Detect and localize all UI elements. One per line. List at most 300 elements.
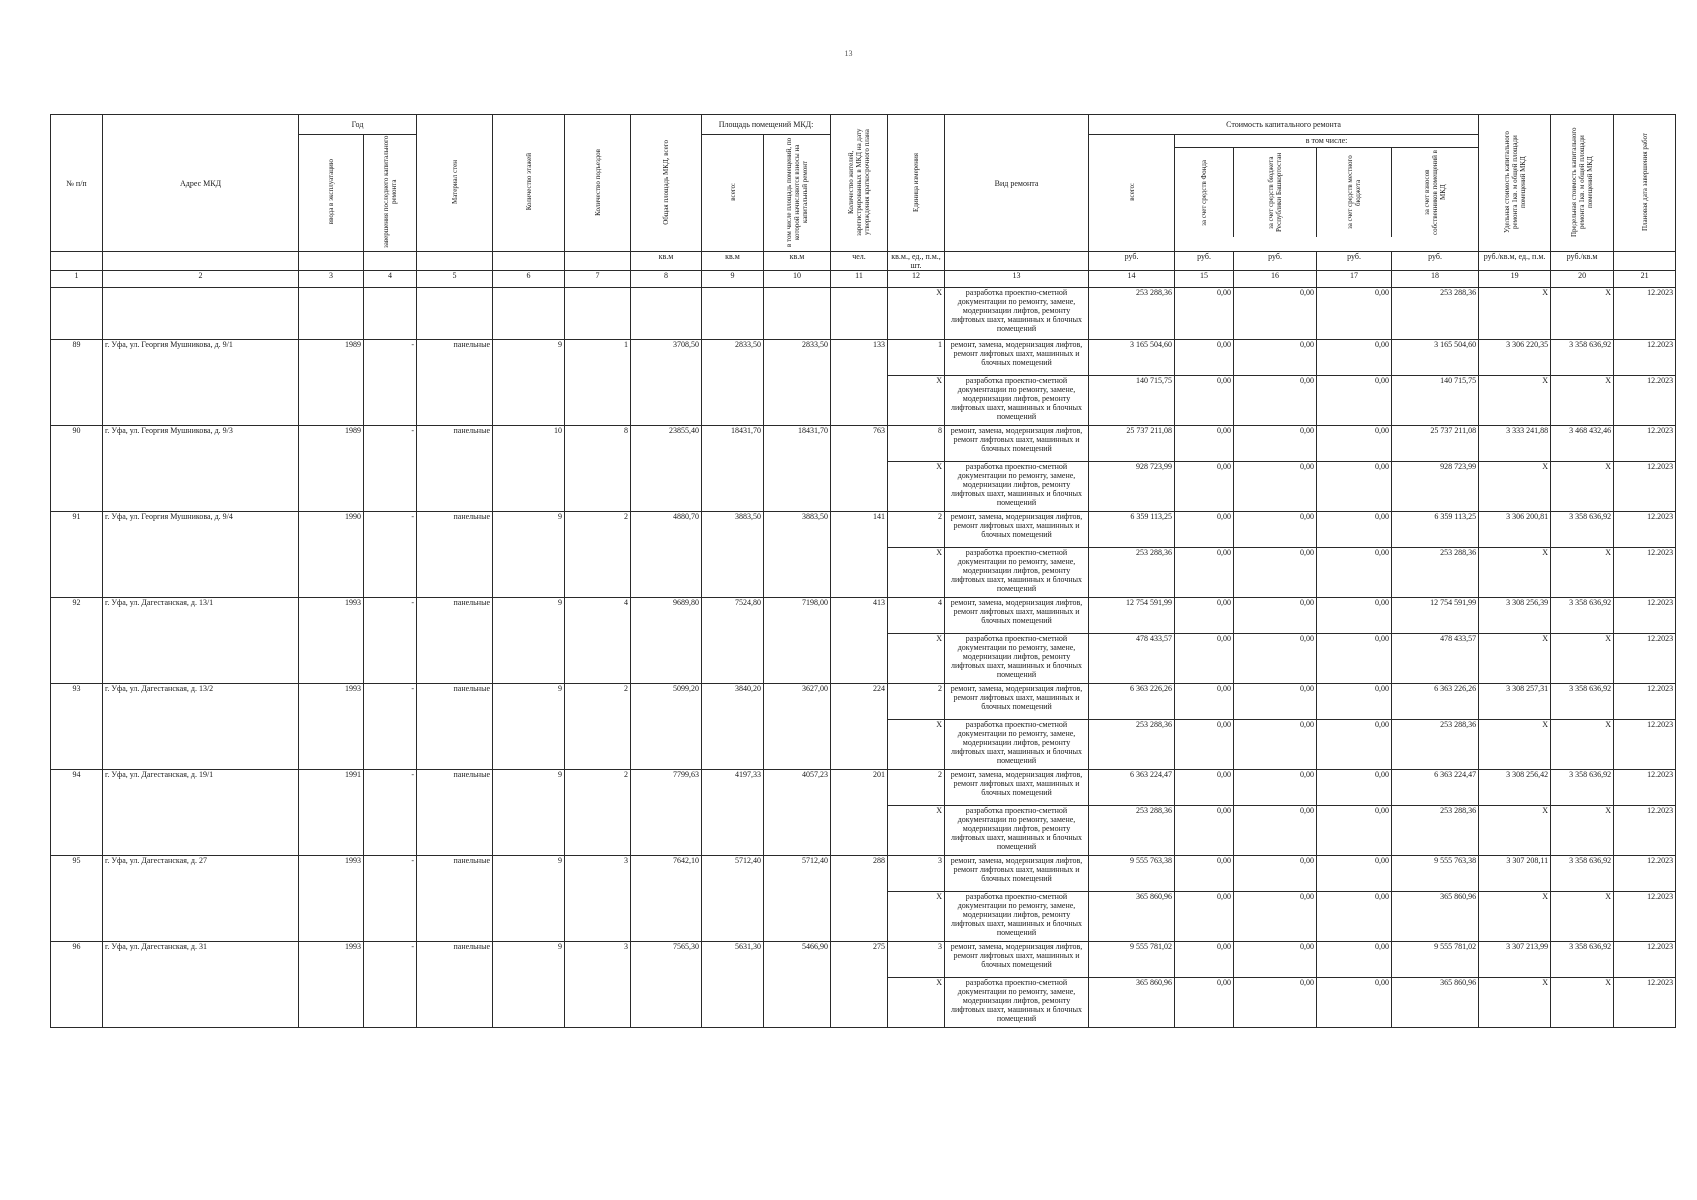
column-number-8: 8	[631, 271, 702, 288]
unit-cell-20: руб./кв.м	[1551, 252, 1614, 271]
cost-owners: 253 288,36	[1392, 806, 1479, 856]
work-type: ремонт, замена, модернизация лифтов, ремонт лифтовых шахт, машинных и блочных помещений	[945, 856, 1089, 892]
column-number-11: 11	[831, 271, 888, 288]
repair-plan-table	[50, 114, 1676, 1028]
header-cost-total: всего:	[1089, 135, 1175, 252]
residents: 288	[831, 856, 888, 942]
specific-cost: X	[1479, 288, 1551, 340]
header-no: № п/п	[51, 115, 103, 252]
year-repair: -	[364, 770, 417, 856]
year-built: 1991	[299, 770, 364, 856]
work-type: разработка проектно-сметной документации по ремонту, замене, модернизации лифтов, ремонту лифтовых шахт, машинных и блочных помещений	[945, 892, 1089, 942]
cost-total: 253 288,36	[1089, 806, 1175, 856]
year-built: 1990	[299, 512, 364, 598]
total-area: 7799,63	[631, 770, 702, 856]
area-all: 3883,50	[702, 512, 764, 598]
empty-cell	[764, 288, 831, 340]
unit-cell-13	[945, 252, 1089, 271]
column-number-14: 14	[1089, 271, 1175, 288]
cost-fund: 0,00	[1175, 376, 1234, 426]
cost-fund: 0,00	[1175, 340, 1234, 376]
unit-value: X	[888, 634, 945, 684]
cost-owners: 253 288,36	[1392, 720, 1479, 770]
cost-fund: 0,00	[1175, 684, 1234, 720]
total-area: 5099,20	[631, 684, 702, 770]
year-repair: -	[364, 856, 417, 942]
entrances: 8	[565, 426, 631, 512]
cost-local-budget: 0,00	[1317, 512, 1392, 548]
unit-value: X	[888, 376, 945, 426]
area-all: 5712,40	[702, 856, 764, 942]
specific-cost: 3 308 257,31	[1479, 684, 1551, 720]
unit-value: 2	[888, 770, 945, 806]
wall-material: панельные	[417, 426, 493, 512]
limit-cost: 3 358 636,92	[1551, 598, 1614, 634]
cost-rb-budget: 0,00	[1234, 942, 1317, 978]
cost-local-budget: 0,00	[1317, 942, 1392, 978]
specific-cost: X	[1479, 548, 1551, 598]
cost-local-budget: 0,00	[1317, 770, 1392, 806]
cost-owners: 928 723,99	[1392, 462, 1479, 512]
cost-total: 9 555 781,02	[1089, 942, 1175, 978]
header-owners: за счет взносов собственников помещений в МКД	[1423, 150, 1448, 235]
header-rb-budget: за счет средств бюджета Республики Башкортостан	[1234, 148, 1317, 237]
cost-total: 253 288,36	[1089, 548, 1175, 598]
cost-owners: 253 288,36	[1392, 548, 1479, 598]
unit-value: 3	[888, 942, 945, 978]
completion-date: 12.2023	[1614, 770, 1676, 806]
header-floors: Количество этажей	[493, 115, 565, 252]
cost-owners: 6 359 113,25	[1392, 512, 1479, 548]
cost-rb-budget: 0,00	[1234, 684, 1317, 720]
column-number-18: 18	[1392, 271, 1479, 288]
cost-rb-budget: 0,00	[1234, 720, 1317, 770]
cost-local-budget: 0,00	[1317, 376, 1392, 426]
column-number-17: 17	[1317, 271, 1392, 288]
unit-value: 2	[888, 512, 945, 548]
work-type: разработка проектно-сметной документации по ремонту, замене, модернизации лифтов, ремонту лифтовых шахт, машинных и блочных помещений	[945, 978, 1089, 1028]
unit-cell-21	[1614, 252, 1676, 271]
total-area: 23855,40	[631, 426, 702, 512]
address: г. Уфа, ул. Георгия Мушникова, д. 9/3	[103, 426, 299, 512]
cost-owners: 478 433,57	[1392, 634, 1479, 684]
limit-cost: X	[1551, 978, 1614, 1028]
cost-total: 9 555 763,38	[1089, 856, 1175, 892]
table-row	[51, 770, 1676, 806]
empty-cell	[493, 288, 565, 340]
floors: 9	[493, 598, 565, 684]
work-type: ремонт, замена, модернизация лифтов, ремонт лифтовых шахт, машинных и блочных помещений	[945, 942, 1089, 978]
unit-cell-10: кв.м	[764, 252, 831, 271]
total-area: 9689,80	[631, 598, 702, 684]
year-repair: -	[364, 942, 417, 1028]
unit-cell-4	[364, 252, 417, 271]
specific-cost: 3 306 200,81	[1479, 512, 1551, 548]
year-repair: -	[364, 426, 417, 512]
unit-cell-9: кв.м	[702, 252, 764, 271]
cost-fund: 0,00	[1175, 720, 1234, 770]
cost-local-budget: 0,00	[1317, 426, 1392, 462]
header-fund: за счет средств Фонда	[1175, 148, 1234, 237]
address: г. Уфа, ул. Дагестанская, д. 13/1	[103, 598, 299, 684]
cost-local-budget: 0,00	[1317, 634, 1392, 684]
area-all: 7524,80	[702, 598, 764, 684]
unit-value: 2	[888, 684, 945, 720]
header-address: Адрес МКД	[103, 115, 299, 252]
specific-cost: X	[1479, 892, 1551, 942]
specific-cost: X	[1479, 720, 1551, 770]
cost-local-budget: 0,00	[1317, 340, 1392, 376]
header-area-fee: в том числе площадь помещений, по которой начисляются взносы на капитальный ремонт	[764, 135, 831, 252]
cost-owners: 365 860,96	[1392, 978, 1479, 1028]
year-repair: -	[364, 512, 417, 598]
completion-date: 12.2023	[1614, 720, 1676, 770]
completion-date: 12.2023	[1614, 598, 1676, 634]
specific-cost: 3 307 208,11	[1479, 856, 1551, 892]
residents: 275	[831, 942, 888, 1028]
cost-rb-budget: 0,00	[1234, 340, 1317, 376]
work-type: разработка проектно-сметной документации по ремонту, замене, модернизации лифтов, ремонту лифтовых шахт, машинных и блочных помещений	[945, 806, 1089, 856]
cost-owners: 9 555 781,02	[1392, 942, 1479, 978]
unit-cell-19: руб./кв.м, ед., п.м.	[1479, 252, 1551, 271]
cost-local-budget: 0,00	[1317, 462, 1392, 512]
work-type: разработка проектно-сметной документации по ремонту, замене, модернизации лифтов, ремонту лифтовых шахт, машинных и блочных помещений	[945, 720, 1089, 770]
year-built: 1993	[299, 856, 364, 942]
address: г. Уфа, ул. Дагестанская, д. 13/2	[103, 684, 299, 770]
completion-date: 12.2023	[1614, 634, 1676, 684]
table-row	[51, 598, 1676, 634]
completion-date: 12.2023	[1614, 548, 1676, 598]
header-work-type: Вид ремонта	[945, 115, 1089, 252]
unit-value: X	[888, 288, 945, 340]
cost-rb-budget: 0,00	[1234, 288, 1317, 340]
limit-cost: X	[1551, 288, 1614, 340]
cost-local-budget: 0,00	[1317, 806, 1392, 856]
cost-total: 140 715,75	[1089, 376, 1175, 426]
empty-cell	[702, 288, 764, 340]
empty-cell	[364, 288, 417, 340]
completion-date: 12.2023	[1614, 942, 1676, 978]
row-number: 90	[51, 426, 103, 512]
cost-local-budget: 0,00	[1317, 288, 1392, 340]
area-all: 18431,70	[702, 426, 764, 512]
limit-cost: X	[1551, 548, 1614, 598]
completion-date: 12.2023	[1614, 512, 1676, 548]
completion-date: 12.2023	[1614, 806, 1676, 856]
cost-local-budget: 0,00	[1317, 978, 1392, 1028]
cost-fund: 0,00	[1175, 634, 1234, 684]
unit-cell-18: руб.	[1392, 252, 1479, 271]
completion-date: 12.2023	[1614, 892, 1676, 942]
year-built: 1989	[299, 340, 364, 426]
cost-rb-budget: 0,00	[1234, 770, 1317, 806]
column-number-10: 10	[764, 271, 831, 288]
row-number: 94	[51, 770, 103, 856]
unit-cell-7	[565, 252, 631, 271]
unit-value: 8	[888, 426, 945, 462]
header-year-built: ввода в эксплуатацию	[299, 135, 364, 252]
completion-date: 12.2023	[1614, 856, 1676, 892]
residents: 413	[831, 598, 888, 684]
address: г. Уфа, ул. Георгия Мушникова, д. 9/4	[103, 512, 299, 598]
header-year-repair: завершения последнего капитального ремонта	[364, 135, 417, 252]
column-numbers-row	[51, 271, 1676, 288]
completion-date: 12.2023	[1614, 288, 1676, 340]
completion-date: 12.2023	[1614, 376, 1676, 426]
entrances: 3	[565, 856, 631, 942]
entrances: 3	[565, 942, 631, 1028]
cost-fund: 0,00	[1175, 856, 1234, 892]
unit-cell-2	[103, 252, 299, 271]
cost-owners: 25 737 211,08	[1392, 426, 1479, 462]
cost-fund: 0,00	[1175, 288, 1234, 340]
area-fee: 5466,90	[764, 942, 831, 1028]
address: г. Уфа, ул. Дагестанская, д. 19/1	[103, 770, 299, 856]
work-type: ремонт, замена, модернизация лифтов, ремонт лифтовых шахт, машинных и блочных помещений	[945, 426, 1089, 462]
wall-material: панельные	[417, 942, 493, 1028]
cost-fund: 0,00	[1175, 548, 1234, 598]
cost-rb-budget: 0,00	[1234, 376, 1317, 426]
total-area: 7642,10	[631, 856, 702, 942]
table-header	[51, 115, 1676, 288]
column-number-21: 21	[1614, 271, 1676, 288]
cost-owners: 253 288,36	[1392, 288, 1479, 340]
floors: 9	[493, 340, 565, 426]
page-number: 13	[844, 49, 853, 58]
cost-fund: 0,00	[1175, 512, 1234, 548]
cost-local-budget: 0,00	[1317, 720, 1392, 770]
cost-owners: 12 754 591,99	[1392, 598, 1479, 634]
column-number-20: 20	[1551, 271, 1614, 288]
unit-value: X	[888, 892, 945, 942]
cost-total: 12 754 591,99	[1089, 598, 1175, 634]
work-type: ремонт, замена, модернизация лифтов, ремонт лифтовых шахт, машинных и блочных помещений	[945, 598, 1089, 634]
table-row	[51, 340, 1676, 376]
area-fee: 3883,50	[764, 512, 831, 598]
empty-cell	[51, 288, 103, 340]
work-type: ремонт, замена, модернизация лифтов, ремонт лифтовых шахт, машинных и блочных помещений	[945, 512, 1089, 548]
specific-cost: X	[1479, 806, 1551, 856]
column-number-16: 16	[1234, 271, 1317, 288]
header-local-budget: за счет средств местного бюджета	[1317, 148, 1392, 237]
wall-material: панельные	[417, 856, 493, 942]
cost-local-budget: 0,00	[1317, 684, 1392, 720]
header-area-group: Площадь помещений МКД:	[702, 115, 831, 135]
limit-cost: X	[1551, 376, 1614, 426]
residents: 763	[831, 426, 888, 512]
header-entrances: Количество подъездов	[565, 115, 631, 252]
limit-cost: 3 358 636,92	[1551, 340, 1614, 376]
header-limit-cost: Предельная стоимость капитального ремонта 1кв. м общей площади помещений МКД	[1551, 115, 1614, 252]
column-number-13: 13	[945, 271, 1089, 288]
cost-fund: 0,00	[1175, 806, 1234, 856]
floors: 9	[493, 770, 565, 856]
cost-fund: 0,00	[1175, 942, 1234, 978]
cost-total: 6 363 224,47	[1089, 770, 1175, 806]
floors: 10	[493, 426, 565, 512]
residents: 141	[831, 512, 888, 598]
empty-cell	[299, 288, 364, 340]
unit-value: X	[888, 548, 945, 598]
residents: 201	[831, 770, 888, 856]
column-number-12: 12	[888, 271, 945, 288]
specific-cost: X	[1479, 376, 1551, 426]
limit-cost: 3 358 636,92	[1551, 856, 1614, 892]
header-specific-cost: Удельная стоимость капитального ремонта 1кв. м общей площади помещений МКД	[1479, 115, 1551, 252]
column-number-7: 7	[565, 271, 631, 288]
unit-value: X	[888, 462, 945, 512]
cost-owners: 365 860,96	[1392, 892, 1479, 942]
address: г. Уфа, ул. Дагестанская, д. 27	[103, 856, 299, 942]
unit-value: X	[888, 978, 945, 1028]
year-built: 1989	[299, 426, 364, 512]
cost-rb-budget: 0,00	[1234, 806, 1317, 856]
area-fee: 18431,70	[764, 426, 831, 512]
empty-cell	[417, 288, 493, 340]
column-number-15: 15	[1175, 271, 1234, 288]
wall-material: панельные	[417, 598, 493, 684]
limit-cost: 3 358 636,92	[1551, 770, 1614, 806]
wall-material: панельные	[417, 512, 493, 598]
limit-cost: X	[1551, 462, 1614, 512]
total-area: 3708,50	[631, 340, 702, 426]
row-number: 91	[51, 512, 103, 598]
row-number: 92	[51, 598, 103, 684]
table-body	[51, 288, 1676, 1028]
work-type: ремонт, замена, модернизация лифтов, ремонт лифтовых шахт, машинных и блочных помещений	[945, 684, 1089, 720]
limit-cost: 3 358 636,92	[1551, 512, 1614, 548]
cost-fund: 0,00	[1175, 426, 1234, 462]
empty-cell	[631, 288, 702, 340]
address: г. Уфа, ул. Дагестанская, д. 31	[103, 942, 299, 1028]
column-number-5: 5	[417, 271, 493, 288]
unit-value: 1	[888, 340, 945, 376]
specific-cost: 3 306 220,35	[1479, 340, 1551, 376]
limit-cost: 3 358 636,92	[1551, 942, 1614, 978]
completion-date: 12.2023	[1614, 426, 1676, 462]
header-year-group: Год	[299, 115, 417, 135]
table-row	[51, 684, 1676, 720]
area-all: 4197,33	[702, 770, 764, 856]
column-number-9: 9	[702, 271, 764, 288]
cost-rb-budget: 0,00	[1234, 426, 1317, 462]
cost-total: 365 860,96	[1089, 978, 1175, 1028]
specific-cost: X	[1479, 978, 1551, 1028]
cost-rb-budget: 0,00	[1234, 978, 1317, 1028]
unit-cell-17: руб.	[1317, 252, 1392, 271]
wall-material: панельные	[417, 684, 493, 770]
work-type: разработка проектно-сметной документации по ремонту, замене, модернизации лифтов, ремонту лифтовых шахт, машинных и блочных помещений	[945, 376, 1089, 426]
year-built: 1993	[299, 598, 364, 684]
empty-cell	[103, 288, 299, 340]
completion-date: 12.2023	[1614, 978, 1676, 1028]
entrances: 4	[565, 598, 631, 684]
cost-total: 25 737 211,08	[1089, 426, 1175, 462]
cost-owners: 3 165 504,60	[1392, 340, 1479, 376]
unit-cell-14: руб.	[1089, 252, 1175, 271]
cost-fund: 0,00	[1175, 978, 1234, 1028]
limit-cost: X	[1551, 720, 1614, 770]
cost-owners: 6 363 224,47	[1392, 770, 1479, 806]
area-fee: 7198,00	[764, 598, 831, 684]
column-number-6: 6	[493, 271, 565, 288]
residents: 133	[831, 340, 888, 426]
cost-local-budget: 0,00	[1317, 892, 1392, 942]
table-row	[51, 512, 1676, 548]
area-all: 3840,20	[702, 684, 764, 770]
row-number: 89	[51, 340, 103, 426]
cost-rb-budget: 0,00	[1234, 598, 1317, 634]
area-fee: 2833,50	[764, 340, 831, 426]
header-residents: Количество жителей, зарегистрированных в МКД на дату утверждения краткосрочного плана	[831, 115, 888, 252]
work-type: разработка проектно-сметной документации по ремонту, замене, модернизации лифтов, ремонту лифтовых шахт, машинных и блочных помещений	[945, 288, 1089, 340]
residents: 224	[831, 684, 888, 770]
year-repair: -	[364, 684, 417, 770]
header-area-all: всего:	[702, 135, 764, 252]
limit-cost: 3 358 636,92	[1551, 684, 1614, 720]
cost-local-budget: 0,00	[1317, 598, 1392, 634]
wall-material: панельные	[417, 770, 493, 856]
cost-total: 6 363 226,26	[1089, 684, 1175, 720]
cost-rb-budget: 0,00	[1234, 892, 1317, 942]
floors: 9	[493, 856, 565, 942]
cost-total: 478 433,57	[1089, 634, 1175, 684]
table-row	[51, 856, 1676, 892]
specific-cost: X	[1479, 634, 1551, 684]
unit-value: 4	[888, 598, 945, 634]
cost-owners: 6 363 226,26	[1392, 684, 1479, 720]
column-number-1: 1	[51, 271, 103, 288]
unit-cell-8: кв.м	[631, 252, 702, 271]
wall-material: панельные	[417, 340, 493, 426]
area-all: 5631,30	[702, 942, 764, 1028]
row-number: 96	[51, 942, 103, 1028]
cost-total: 253 288,36	[1089, 720, 1175, 770]
header-unit: Единица измерения	[888, 115, 945, 252]
cost-local-budget: 0,00	[1317, 856, 1392, 892]
column-number-3: 3	[299, 271, 364, 288]
floors: 9	[493, 684, 565, 770]
work-type: ремонт, замена, модернизация лифтов, ремонт лифтовых шахт, машинных и блочных помещений	[945, 340, 1089, 376]
cost-owners: 140 715,75	[1392, 376, 1479, 426]
unit-cell-6	[493, 252, 565, 271]
year-built: 1993	[299, 942, 364, 1028]
cost-rb-budget: 0,00	[1234, 512, 1317, 548]
unit-cell-5	[417, 252, 493, 271]
cost-fund: 0,00	[1175, 892, 1234, 942]
address: г. Уфа, ул. Георгия Мушникова, д. 9/1	[103, 340, 299, 426]
empty-cell	[565, 288, 631, 340]
year-built: 1993	[299, 684, 364, 770]
area-fee: 3627,00	[764, 684, 831, 770]
table-row	[51, 426, 1676, 462]
area-fee: 4057,23	[764, 770, 831, 856]
column-number-19: 19	[1479, 271, 1551, 288]
cost-rb-budget: 0,00	[1234, 856, 1317, 892]
cost-rb-budget: 0,00	[1234, 462, 1317, 512]
specific-cost: 3 308 256,39	[1479, 598, 1551, 634]
cost-rb-budget: 0,00	[1234, 548, 1317, 598]
row-number: 95	[51, 856, 103, 942]
specific-cost: 3 307 213,99	[1479, 942, 1551, 978]
year-repair: -	[364, 598, 417, 684]
limit-cost: 3 468 432,46	[1551, 426, 1614, 462]
unit-cell-16: руб.	[1234, 252, 1317, 271]
cost-fund: 0,00	[1175, 598, 1234, 634]
unit-cell-3	[299, 252, 364, 271]
limit-cost: X	[1551, 892, 1614, 942]
total-area: 7565,30	[631, 942, 702, 1028]
